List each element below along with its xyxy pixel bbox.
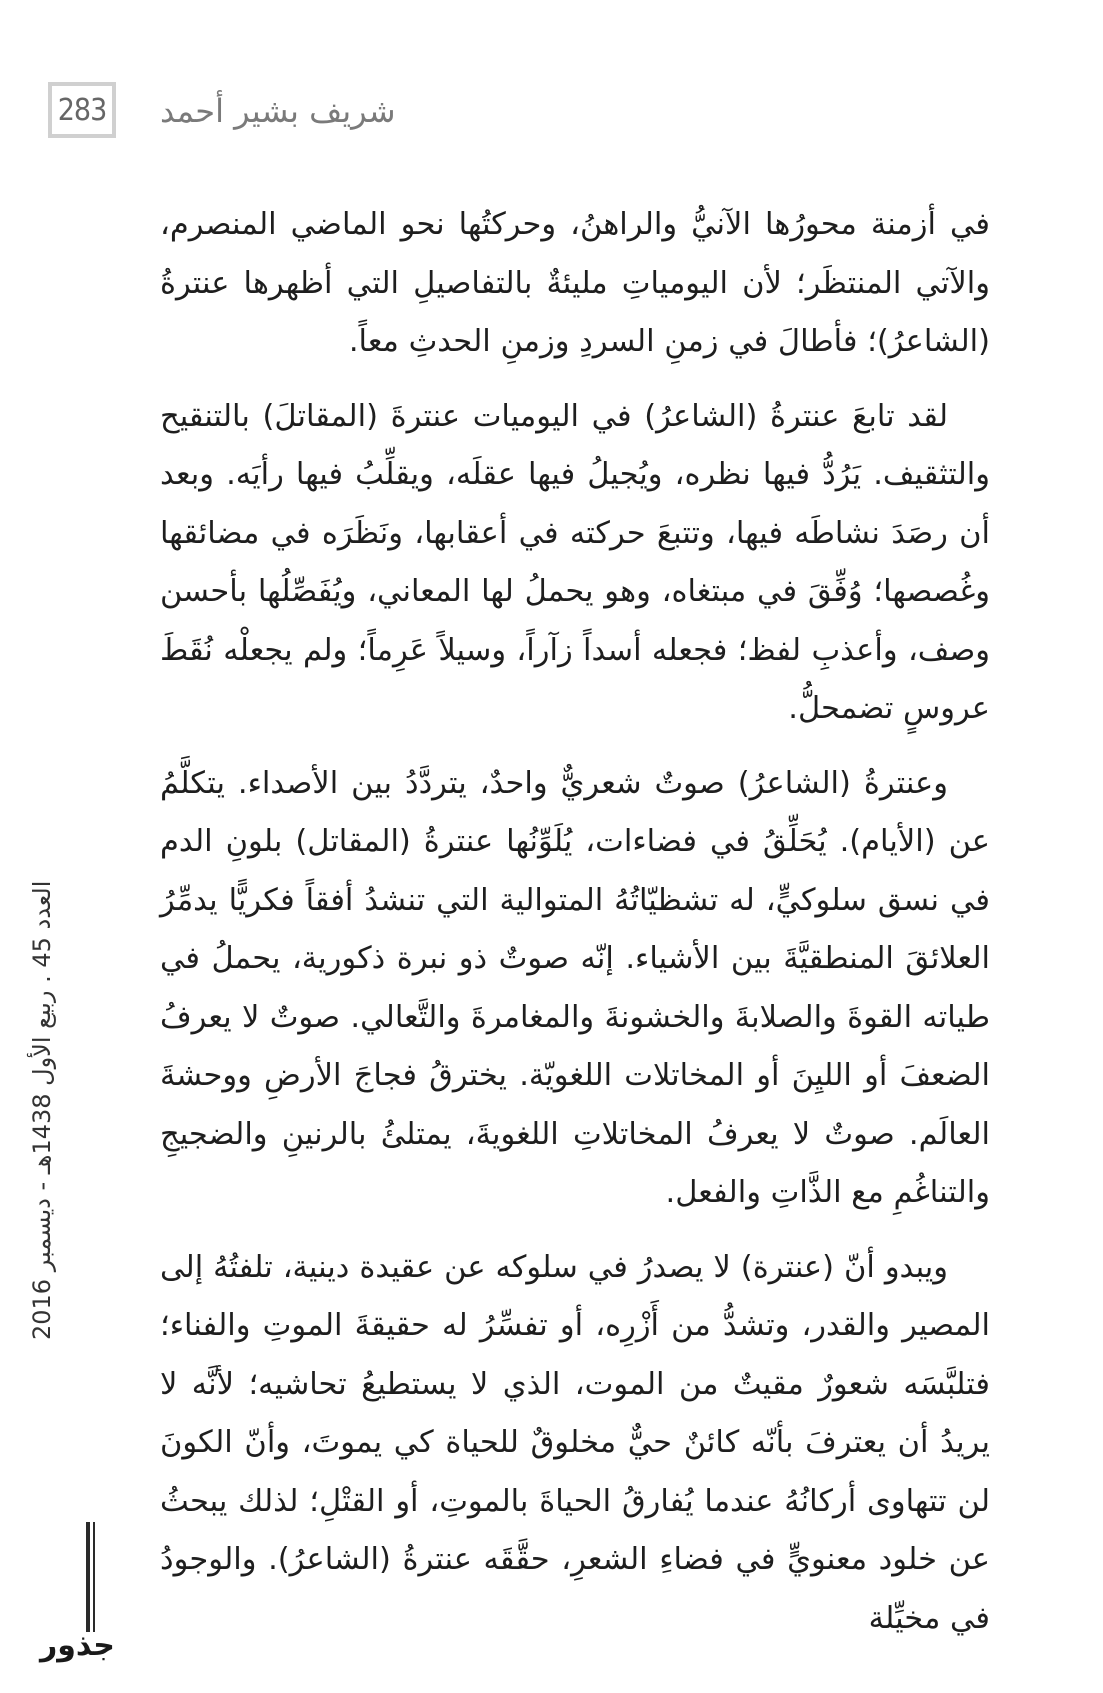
journal-logo: جذور (40, 1628, 115, 1663)
running-header-author: شريف بشير أحمد (160, 92, 396, 130)
issue-info-text: العدد 45 . ربيع الأول 1438هـ - ديسمبر 2016 (28, 880, 56, 1340)
paragraph-1: في أزمنة محورُها الآنيُّ والراهنُ، وحركتُها نحو الماضي المنصرم، والآتي المنتظَر؛ لأن اليومياتِ مليئةٌ بالتفاصيلِ التي أظهرها عنترةُ (الشاعرُ)؛ فأطالَ في زمنِ السردِ وزمنِ الحدثِ معاً. (160, 207, 990, 359)
page-number-box (48, 82, 116, 138)
paragraph-4: ويبدو أنّ (عنترة) لا يصدرُ في سلوكه عن عقيدة دينية، تلفتُهُ إلى المصير والقدر، وتشدُّ من أَزْرِه، أو تفسِّرُ له حقيقةَ الموتِ والفناء؛ فتلبَّسَه شعورٌ مقيتٌ من الموت، الذي لا يستطيعُ تحاشيه؛ لأنَّه لا يريدُ أن يعترفَ بأنّه كائنٌ حيٌّ مخلوقٌ للحياة كي يموتَ، وأنّ الكونَ لن تتهاوى أركانُهُ عندما يُفارقُ الحياةَ بالموتِ، أو القتْلِ؛ لذلك يبحثُ عن خلود معنويٍّ في فضاءِ الشعرِ، حقَّقَه عنترةُ (الشاعرُ). والوجودُ في مخيِّلة (160, 1249, 990, 1636)
page-number: 283 (57, 92, 107, 128)
sidebar-divider (86, 1522, 90, 1632)
paragraph-2: لقد تابعَ عنترةُ (الشاعرُ) في اليوميات عنترةَ (المقاتلَ) بالتنقيح والتثقيف. يَرُدُّ فيها نظره، ويُجيلُ فيها عقلَه، ويقلِّبُ فيها رأيَه. وبعد أن رصَدَ نشاطَه فيها، وتتبعَ حركته في أعقابها، ونَظَرَه في مضائقها وغُصصها؛ وُفِّقَ في مبتغاه، وهو يحملُ لها المعاني، ويُفَصِّلُها بأحسن وصف، وأعذبِ لفظ؛ فجعله أسداً زآراً، وسيلاً عَرِماً؛ ولم يجعلْه نُقَطَ عروسٍ تضمحلُّ. (160, 398, 990, 726)
sidebar-divider-thin (93, 1522, 95, 1632)
paragraph-3: وعنترةُ (الشاعرُ) صوتٌ شعريٌّ واحدٌ، يتردَّدُ بين الأصداء. يتكلَّمُ عن (الأيام). يُحَلِّقُ في فضاءات، يُلَوِّنُها عنترةُ (المقاتل) بلونِ الدم في نسق سلوكيٍّ، له تشظيّاتُهُ المتوالية التي تنشدُ أفقاً فكريًّا يدمِّرُ العلائقَ المنطقيَّةَ بين الأشياء. إنّه صوتٌ ذو نبرة ذكورية، يحملُ في طياته القوةَ والصلابةَ والخشونةَ والمغامرةَ والتَّعالي. صوتٌ لا يعرفُ الضعفَ أو الليِنَ أو المخاتلات اللغويّة. يخترقُ فجاجَ الأرضِ ووحشةَ العالَم. صوتٌ لا يعرفُ المخاتلاتِ اللغويةَ، يمتلئُ بالرنينِ والضجيجِ والتناغُمِ مع الذَّاتِ والفعل. (160, 765, 990, 1210)
issue-info (28, 881, 56, 1340)
article-body (160, 196, 990, 1636)
